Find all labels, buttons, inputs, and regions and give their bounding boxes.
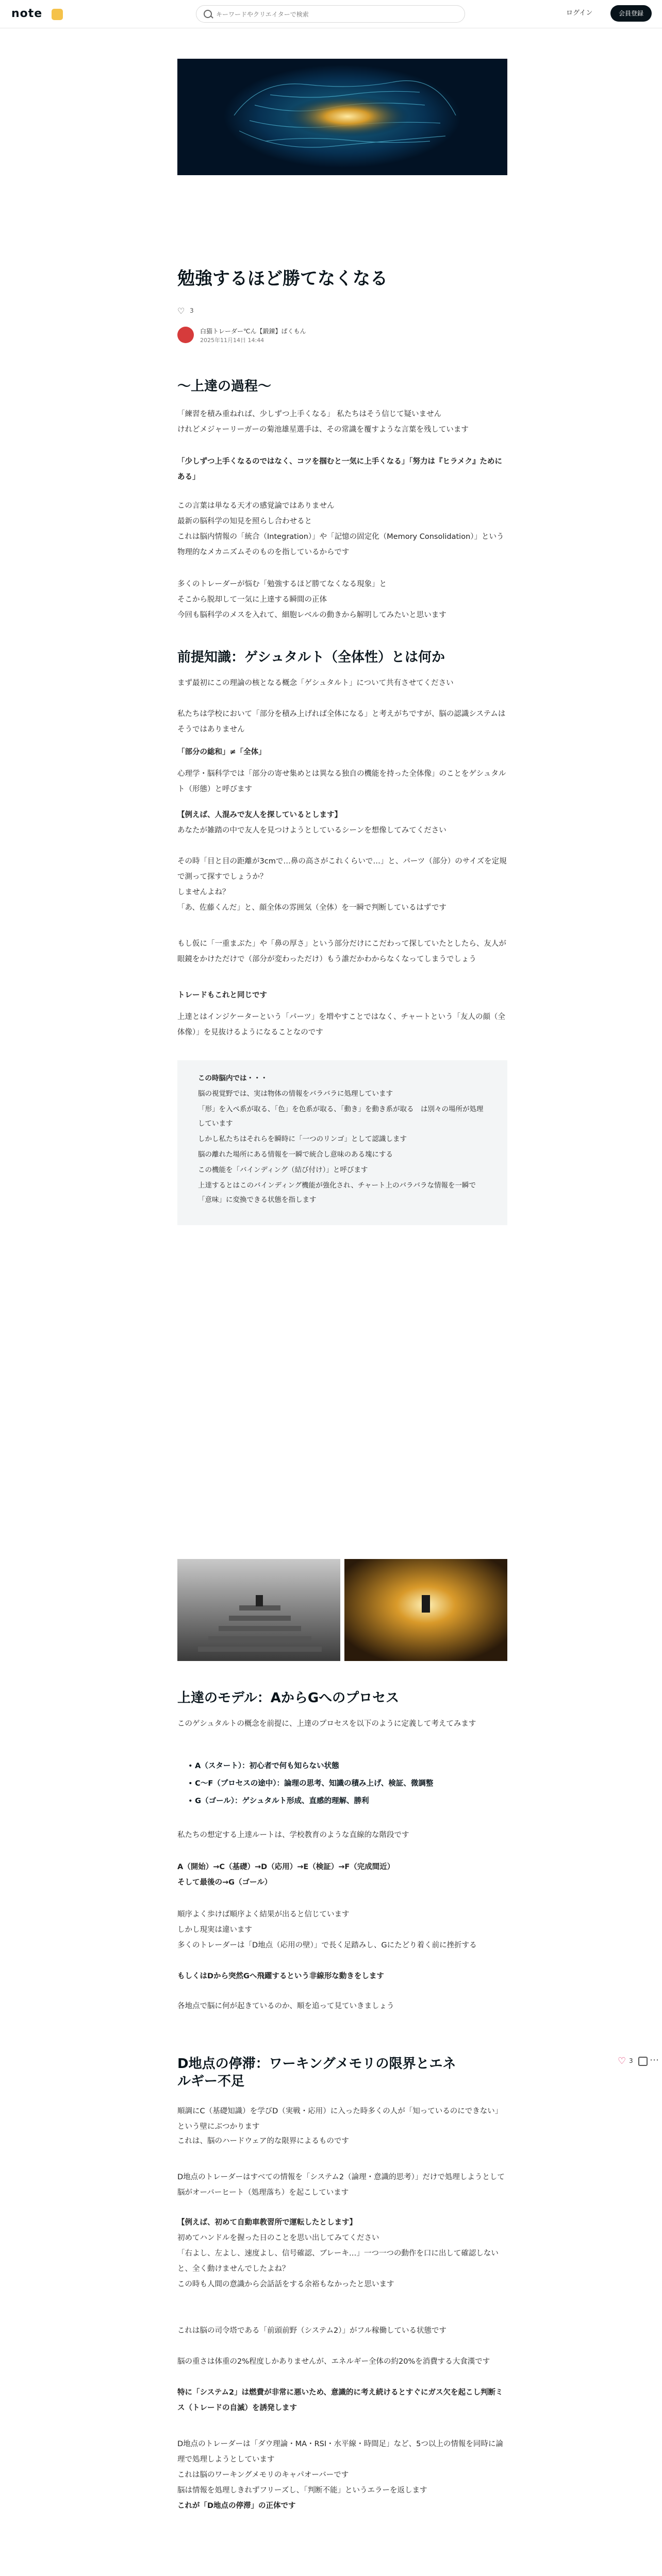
paragraph: これは脳の司令塔である「前頭前野（システム2）」がフル稼働している状態です bbox=[177, 2327, 446, 2335]
paragraph: D地点のトレーダーは「ダウ理論・MA・RSI・水平線・時間足」など、5つ以上の情報を同時に論理で処理しようとしています bbox=[177, 2440, 503, 2464]
info-box-line: この機能を「バインディング（結び付け）」と呼びます bbox=[198, 1166, 368, 1174]
section-heading: 〜上達の過程〜 bbox=[177, 379, 272, 394]
article-title: 勉強するほど勝てなくなる bbox=[177, 268, 388, 289]
bold-paragraph: 「部分の総和」≠「全体」 bbox=[177, 748, 266, 756]
paragraph: 今回も脳科学のメスを入れて、細胞レベルの動きから解明してみたいと思います bbox=[177, 611, 446, 619]
paragraph: D地点のトレーダーはすべての情報を「システム2（論理・意識的思考）」だけで処理しようとして脳がオーバーヒート（処理落ち）を起こしています bbox=[177, 2173, 505, 2197]
paragraph: けれどメジャーリーガーの菊池雄星選手は、その常識を覆すような言葉を残しています bbox=[177, 426, 469, 434]
info-box-title: この時脳内では・・・ bbox=[198, 1074, 268, 1082]
logo-badge-icon bbox=[52, 9, 63, 20]
bold-paragraph: トレードもこれと同じです bbox=[177, 991, 267, 999]
info-box-line: 上達するとはこのバインディング機能が強化され、チャート上のバラバラな情報を一瞬で「意味」に変換できる状態を指します bbox=[198, 1181, 476, 1204]
bold-paragraph: A（開始）→C（基礎）→D（応用）→E（検証）→F（完成間近） bbox=[177, 1863, 395, 1871]
author-name[interactable]: 白猫トレーダー℃ん【鍛錬】ぱくもん bbox=[200, 328, 306, 335]
signup-button[interactable]: 会員登録 bbox=[610, 5, 652, 22]
side-actions bbox=[618, 2056, 659, 2068]
info-box-line: 脳の離れた場所にある情報を一瞬で統合し意味のある塊にする bbox=[198, 1150, 393, 1159]
paragraph: 初めてハンドルを握った日のことを思い出してみてください bbox=[177, 2234, 379, 2242]
bold-paragraph: もしくはDから突然Gへ飛躍するという非線形な動きをします bbox=[177, 1972, 384, 1980]
info-box bbox=[177, 1060, 507, 1225]
paragraph: これは脳のワーキングメモリのキャパオーバーです bbox=[177, 2471, 349, 2479]
section-heading: D地点の停滞：ワーキングメモリの限界とエネルギー不足 bbox=[177, 2056, 456, 2089]
paragraph: 各地点で脳に何が起きているのか、順を追って見ていきましょう bbox=[177, 2002, 394, 2010]
section-image-stairs bbox=[177, 1559, 507, 1661]
author-avatar[interactable] bbox=[177, 327, 194, 343]
paragraph: このゲシュタルトの概念を前提に、上達のプロセスを以下のように定義して考えてみます bbox=[177, 1720, 476, 1728]
side-like-count: 3 bbox=[629, 2057, 633, 2064]
bold-paragraph: 【例えば、初めて自動車教習所で運転したとします】 bbox=[177, 2218, 357, 2227]
bold-paragraph: 特に「システム2」は燃費が非常に悪いため、意識的に考え続けるとすぐにガス欠を起こし判断ミス（トレードの自滅）を誘発します bbox=[177, 2388, 503, 2412]
paragraph: これは脳内情報の「統合（Integration）」や「記憶の固定化（Memory Consolidation）」という物理的なメカニズムそのものを指しているからです bbox=[177, 533, 504, 556]
paragraph: 「練習を積み重ねれば、少しずつ上手くなる」 私たちはそう信じて疑いません bbox=[177, 410, 442, 418]
paragraph: この言葉は単なる天才の感覚論ではありません bbox=[177, 502, 335, 510]
note-logo[interactable]: note bbox=[11, 7, 43, 20]
hero-image-brain bbox=[177, 59, 507, 175]
paragraph: 順序よく歩けば順序よく結果が出ると信じています bbox=[177, 1910, 350, 1919]
paragraph: 心理学・脳科学では「部分の寄せ集めとは異なる独自の機能を持った全体像」のことをゲシュタルト（形態）と呼びます bbox=[177, 770, 506, 793]
heart-icon[interactable]: ♡ bbox=[177, 306, 185, 316]
paragraph: まず最初にこの理論の核となる概念「ゲシュタルト」について共有させてください bbox=[177, 679, 454, 687]
info-box-line: 脳の視覚野では、実は物体の情報をバラバラに処理しています bbox=[198, 1090, 393, 1098]
list-item: • A（スタート）：初心者で何も知らない状態 bbox=[188, 1762, 339, 1770]
author-block[interactable] bbox=[177, 325, 507, 346]
paragraph: しませんよね？ bbox=[177, 888, 230, 896]
paragraph: 脳は情報を処理しきれずフリーズし、「判断不能」というエラーを返します bbox=[177, 2486, 427, 2495]
paragraph: 私たちの想定する上達ルートは、学校教育のような直線的な階段です bbox=[177, 1831, 409, 1839]
info-box-line: 「形」を入ぺ系が取る、「色」を色系が取る、「動き」を動き系が取る は別々の場所が処理しています bbox=[198, 1105, 484, 1128]
paragraph: 上達とはインジケーターという「パーツ」を増やすことではなく、チャートという「友人の顔（全体像）」を見抜けるようになることなのです bbox=[177, 1013, 506, 1037]
more-icon[interactable]: ⋯ bbox=[650, 2055, 659, 2065]
search-input[interactable] bbox=[215, 6, 454, 23]
paragraph: 脳の重さは体重の2%程度しかありませんが、エネルギー全体の約20%を消費する大食漢です bbox=[177, 2358, 490, 2366]
login-link[interactable]: ログイン bbox=[566, 9, 593, 17]
paragraph: あなたが雑踏の中で友人を見つけようとしているシーンを想像してみてください bbox=[177, 826, 446, 835]
paragraph: 最新の脳科学の知見を照らし合わせると bbox=[177, 517, 312, 526]
search-icon bbox=[204, 10, 212, 18]
list-item: • C〜F（プロセスの途中）：論理の思考、知識の積み上げ、検証、微調整 bbox=[188, 1780, 434, 1788]
quote-paragraph: 「少しずつ上手くなるのではなく、コツを掴むと一気に上手くなる」「努力は『ヒラメク』ためにある」 bbox=[177, 457, 503, 481]
paragraph: 「あ、佐藤くんだ」と、顔全体の雰囲気（全体）を一瞬で判断しているはずです bbox=[177, 904, 446, 912]
list-item: • G（ゴール）：ゲシュタルト形成、直感的理解、勝利 bbox=[188, 1797, 369, 1805]
like-count: 3 bbox=[190, 307, 194, 314]
info-box-line: しかし私たちはそれらを瞬時に「一つのリンゴ」として認識します bbox=[198, 1135, 407, 1143]
paragraph: 私たちは学校において「部分を積み上げれば全体になる」と考えがちですが、脳の認識システムはそうではありません bbox=[177, 710, 506, 734]
paragraph: そこから脱却して一気に上達する瞬間の正体 bbox=[177, 596, 327, 604]
bold-paragraph: 【例えば、人混みで友人を探しているとします】 bbox=[177, 811, 342, 819]
paragraph: 多くのトレーダーは「D地点（応用の壁）」で長く足踏みし、Gにたどり着く前に挫折する bbox=[177, 1941, 477, 1950]
top-bar bbox=[0, 0, 662, 28]
paragraph: この時も人間の意識から会話話をする余裕もなかったと思います bbox=[177, 2280, 394, 2289]
bold-paragraph: これが「D地点の停滞」の正体です bbox=[177, 2502, 296, 2510]
paragraph: 順調にC（基礎知識）を学びD（実戦・応用）に入った時多くの人が「知っているのにできない」という壁にぶつかります bbox=[177, 2107, 503, 2131]
paragraph: その時「目と目の距離が3cmで…鼻の高さがこれくらいで…」と、パーツ（部分）のサイズを定規で測って探すでしょうか？ bbox=[177, 857, 507, 881]
publish-date: 2025年11月14日 14:44 bbox=[200, 337, 264, 344]
bold-paragraph: そして最後の→G（ゴール） bbox=[177, 1878, 272, 1887]
section-heading: 上達のモデル：AからGへのプロセス bbox=[177, 1690, 400, 1706]
paragraph: これは、脳のハードウェア的な限界によるものです bbox=[177, 2137, 349, 2145]
heart-icon[interactable]: ♡ bbox=[618, 2056, 626, 2066]
share-icon[interactable] bbox=[638, 2057, 648, 2066]
paragraph: 「右よし、左よし、速度よし、信号確認、ブレーキ…」一つ一つの動作を口に出して確認しないと、全く動けませんでしたよね？ bbox=[177, 2249, 499, 2273]
search-box[interactable] bbox=[196, 5, 465, 23]
paragraph: しかし現実は違います bbox=[177, 1926, 252, 1934]
section-heading: 前提知識：ゲシュタルト（全体性）とは何か bbox=[177, 650, 445, 665]
paragraph: もし仮に「一重まぶた」や「鼻の厚さ」という部分だけにこだわって探していたとしたら、友人が眼鏡をかけただけで（部分が変わっただけ）もう誰だかわからなくなってしまうでしょう bbox=[177, 940, 506, 963]
paragraph: 多くのトレーダーが悩む「勉強するほど勝てなくなる現象」と bbox=[177, 580, 387, 588]
